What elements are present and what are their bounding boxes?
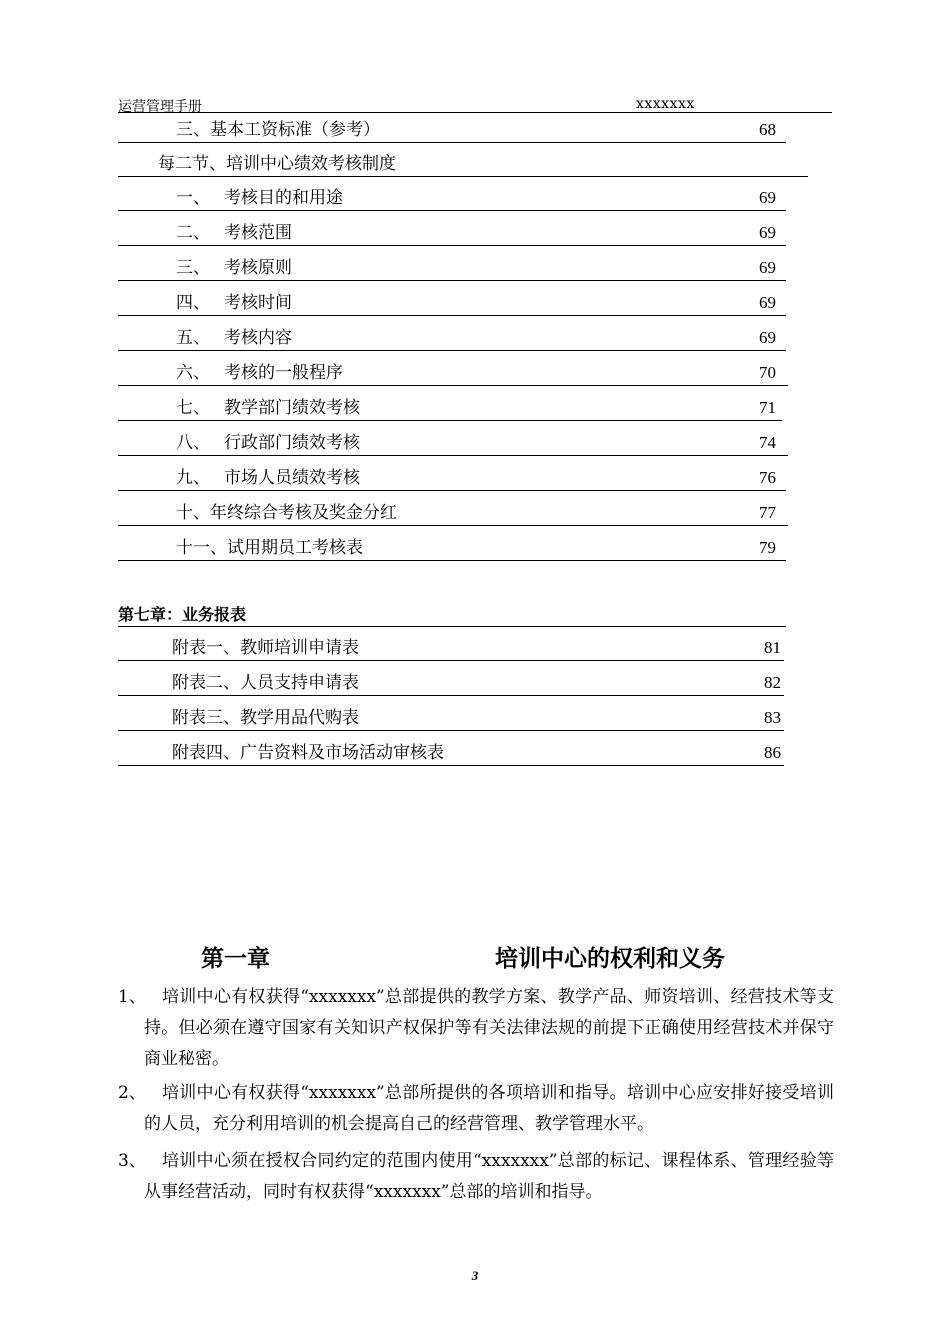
- toc-entry[interactable]: [118, 361, 788, 386]
- toc-entry[interactable]: [118, 396, 782, 421]
- toc-entry-prefix: 一、: [176, 188, 210, 208]
- toc-section-heading[interactable]: [118, 152, 808, 177]
- toc-entry-page: 69: [759, 223, 776, 242]
- toc-entry[interactable]: [118, 221, 786, 246]
- toc-entry-page: 76: [759, 468, 776, 487]
- toc-entry-page: 69: [759, 258, 776, 277]
- toc-appendix-entry[interactable]: [118, 671, 784, 696]
- header-rule: [118, 112, 832, 113]
- toc-entry-page: 69: [759, 328, 776, 347]
- toc-entry-title: 附表一、教师培训申请表: [172, 638, 359, 658]
- toc-entry-title: 十、年终综合考核及奖金分红: [176, 503, 397, 523]
- chapter-number: 第一章: [201, 946, 270, 972]
- toc-entry-prefix: 七、: [176, 398, 210, 418]
- paragraph-number: 3、: [118, 1151, 146, 1171]
- toc-appendix-entry[interactable]: [118, 706, 784, 731]
- toc-entry[interactable]: [118, 466, 786, 491]
- toc-entry-title: 三、基本工资标准（参考）: [176, 120, 380, 140]
- toc-entry-title: 考核内容: [224, 328, 292, 348]
- toc-entry[interactable]: [118, 186, 786, 211]
- toc-entry-title: 考核范围: [224, 223, 292, 243]
- toc-entry-page: 86: [764, 743, 781, 762]
- toc-entry-page: 74: [759, 433, 776, 452]
- toc-entry-prefix: 三、: [176, 258, 210, 278]
- toc-entry-title: 附表四、广告资料及市场活动审核表: [172, 743, 444, 763]
- toc-entry-title: 市场人员绩效考核: [224, 468, 360, 488]
- toc-entry-page: 79: [759, 538, 776, 557]
- toc-entry[interactable]: [118, 118, 786, 143]
- toc-entry-prefix: 六、: [176, 363, 210, 383]
- toc-entry[interactable]: [118, 256, 786, 281]
- paragraph-number: 2、: [118, 1083, 146, 1103]
- header-brand: xxxxxxx: [636, 96, 695, 112]
- toc-entry[interactable]: [118, 501, 788, 526]
- toc-entry-page: 82: [764, 673, 781, 692]
- toc-entry-page: 83: [764, 708, 781, 727]
- numbered-paragraph: [118, 1146, 834, 1208]
- toc-entry[interactable]: [118, 291, 786, 316]
- toc-entry-prefix: 八、: [176, 433, 210, 453]
- numbered-paragraph: [118, 1078, 834, 1140]
- toc-entry-title: 每二节、培训中心绩效考核制度: [158, 154, 396, 174]
- page-number: 3: [471, 1268, 479, 1283]
- chapter-title: 培训中心的权利和义务: [495, 946, 725, 972]
- toc-entry-page: 77: [759, 503, 776, 522]
- toc-entry-page: 70: [759, 363, 776, 382]
- toc-entry-prefix: 四、: [176, 293, 210, 313]
- toc-entry-title: 考核时间: [224, 293, 292, 313]
- toc-entry-page: 69: [759, 188, 776, 207]
- toc-entry-title: 考核原则: [224, 258, 292, 278]
- toc-entry-page: 68: [759, 120, 776, 139]
- toc-entry-prefix: 二、: [176, 223, 210, 243]
- toc-entry-title: 考核的一般程序: [224, 363, 343, 383]
- toc-entry[interactable]: [118, 536, 786, 561]
- toc-entry-title: 教学部门绩效考核: [224, 398, 360, 418]
- toc-chapter-heading[interactable]: 第七章：业务报表: [118, 604, 786, 627]
- toc-entry-title: 附表三、教学用品代购表: [172, 708, 359, 728]
- header-manual-title: 运营管理手册: [118, 99, 202, 115]
- paragraph-text: 培训中心须在授权合同约定的范围内使用“xxxxxxx”总部的标记、课程体系、管理经验等从事经营活动，同时有权获得“xxxxxxx”总部的培训和指导。: [144, 1151, 834, 1202]
- toc-entry-page: 81: [764, 638, 781, 657]
- paragraph-text: 培训中心有权获得“xxxxxxx”总部所提供的各项培训和指导。培训中心应安排好接受培训的人员，充分利用培训的机会提高自己的经营管理、教学管理水平。: [144, 1083, 834, 1134]
- numbered-paragraph: [118, 982, 834, 1075]
- toc-entry-title: 行政部门绩效考核: [224, 433, 360, 453]
- paragraph-text: 培训中心有权获得“xxxxxxx”总部提供的教学方案、教学产品、师资培训、经营技术等支持。但必须在遵守国家有关知识产权保护等有关法律法规的前提下正确使用经营技术并保守商业秘密。: [144, 987, 834, 1069]
- toc-entry-page: 71: [759, 398, 776, 417]
- toc-appendix-entry[interactable]: [118, 636, 784, 661]
- toc-entry-title: 十一、试用期员工考核表: [176, 538, 363, 558]
- toc-entry[interactable]: [118, 326, 786, 351]
- toc-entry-page: 69: [759, 293, 776, 312]
- toc-entry-prefix: 九、: [176, 468, 210, 488]
- toc-entry-title: 考核目的和用途: [224, 188, 343, 208]
- paragraph-number: 1、: [118, 987, 146, 1007]
- toc-entry-title: 附表二、人员支持申请表: [172, 673, 359, 693]
- toc-entry-prefix: 五、: [176, 328, 210, 348]
- toc-appendix-entry[interactable]: [118, 741, 784, 766]
- toc-entry[interactable]: [118, 431, 788, 456]
